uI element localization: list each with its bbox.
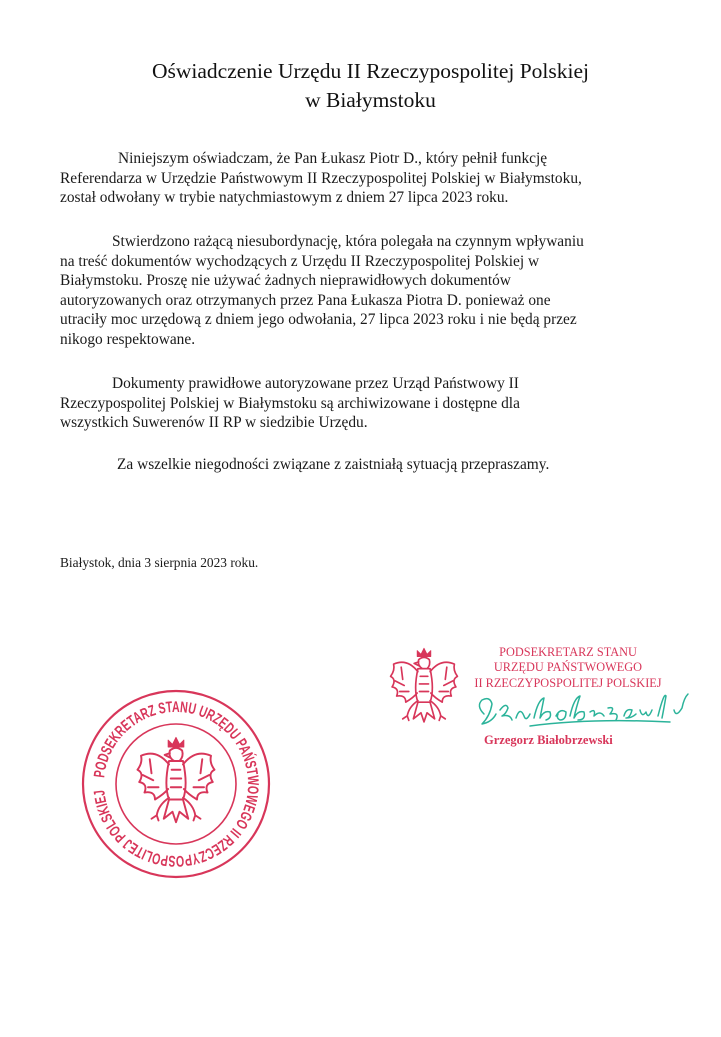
signer-name: Grzegorz Białobrzewski: [484, 733, 613, 747]
paragraph-line: Za wszelkie niegodności związane z zaistniałą sytuacją przepraszamy.: [117, 456, 550, 473]
paragraph-line: nikogo respektowane.: [60, 330, 196, 348]
paragraph-line: autoryzowanych oraz otrzymanych przez Pana Łukasza Piotra D. ponieważ one: [60, 291, 551, 309]
seal-ring-text: PODSEKRETARZ STANU URZĘDU PAŃSTWOWEGO II RZECZYPOSPOLITEJ POLSKIEJ: [90, 698, 262, 870]
paragraph-line: Rzeczypospolitej Polskiej w Białymstoku są archiwizowane i dostępne dla: [60, 394, 520, 412]
official-seal: [80, 688, 272, 880]
handwritten-signature: [470, 688, 700, 738]
paragraph-line: Dokumenty prawidłowe autoryzowane przez Urząd Państwowy II: [112, 375, 519, 392]
paragraph-apology: [60, 455, 675, 475]
title-line-2: w Białymstoku: [305, 88, 436, 112]
paragraph-line: wszystkich Suwerenów II RP w siedzibie Urzędu.: [60, 414, 368, 432]
paragraph-insubordination: [60, 232, 675, 350]
paragraph-line: został odwołany w trybie natychmiastowym z dniem 27 lipca 2023 roku.: [60, 189, 509, 207]
paragraph-dismissal: [60, 149, 675, 208]
stamp-line: URZĘDU PAŃSTWOWEGO: [493, 660, 643, 675]
paragraph-line: na treść dokumentów wychodzących z Urzędu II Rzeczypospolitej Polskiej w: [60, 252, 540, 270]
stamp-line: PODSEKRETARZ STANU: [499, 645, 637, 659]
paragraph-line: utraciły moc urzędową z dniem jego odwołania, 27 lipca 2023 roku i nie będą przez: [60, 311, 577, 329]
paragraph-line: Stwierdzono rażącą niesubordynację, która polegała na czynnym wpływaniu: [112, 233, 584, 250]
title-line-1: Oświadczenie Urzędu II Rzeczypospolitej Polskiej: [151, 59, 590, 83]
paragraph-line: Białymstoku. Proszę nie używać żadnych nieprawidłowych dokumentów: [60, 272, 511, 290]
paragraph-valid-documents: [60, 374, 675, 433]
stamp-line: II RZECZYPOSPOLITEJ POLSKIEJ: [474, 675, 662, 690]
document-title: [40, 57, 701, 115]
stamp-text: [468, 645, 668, 691]
eagle-emblem-icon: [386, 640, 462, 740]
paragraph-line: Niniejszym oświadczam, że Pan Łukasz Piotr D., który pełnił funkcję: [118, 150, 548, 167]
paragraph-line: Referendarza w Urzędzie Państwowym II Rzeczypospolitej Polskiej w Białymstoku,: [60, 169, 582, 187]
eagle-emblem-icon: [138, 737, 215, 822]
place-date: Białystok, dnia 3 sierpnia 2023 roku.: [60, 555, 259, 570]
